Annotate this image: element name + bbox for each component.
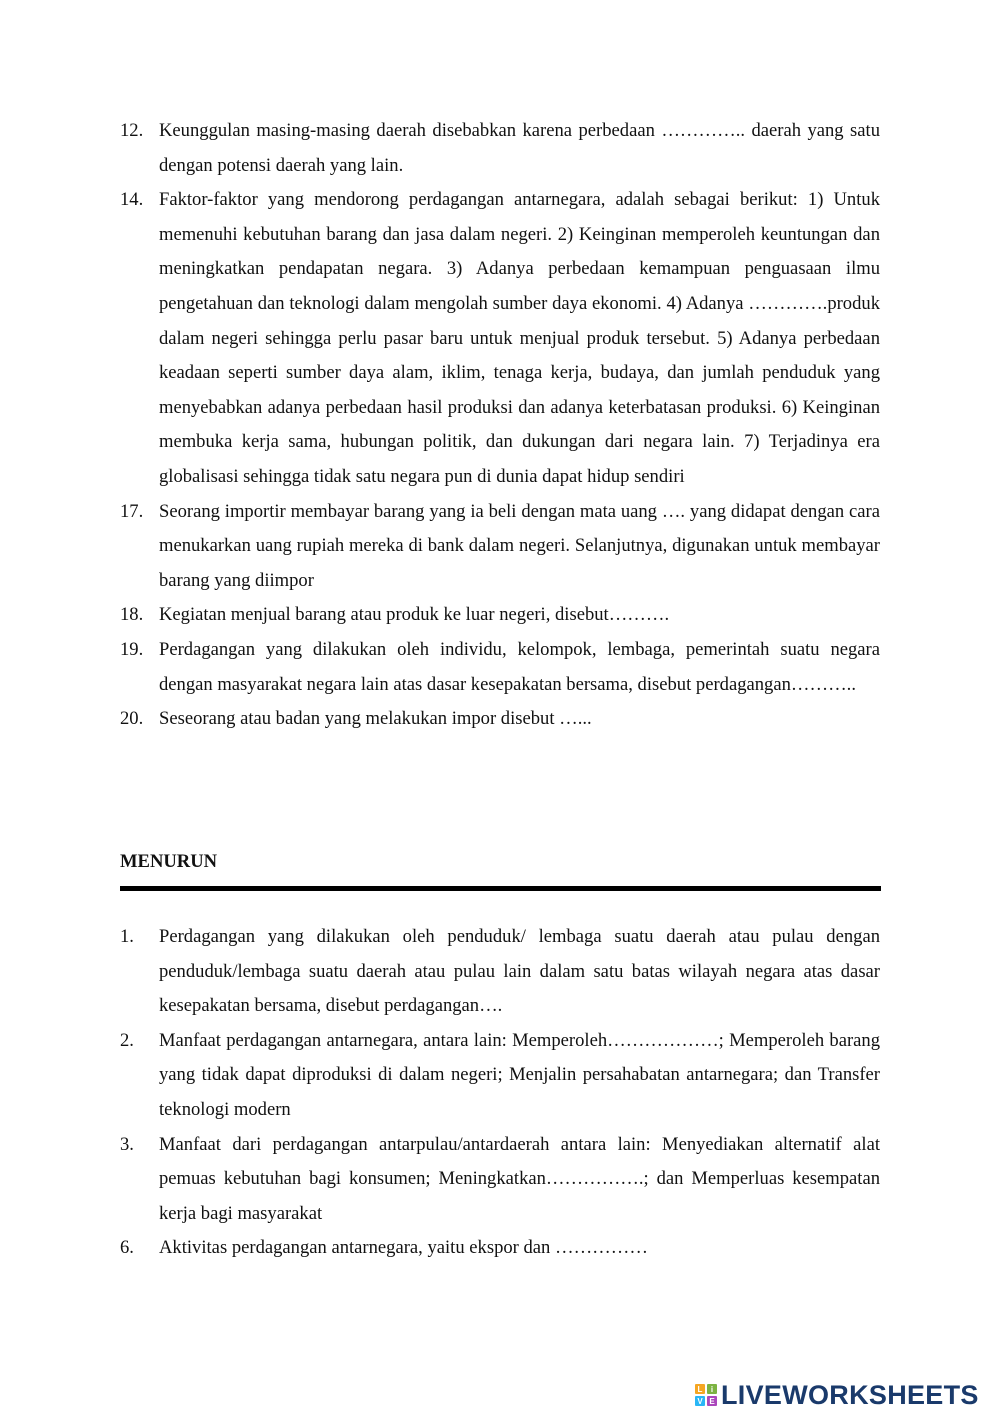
menurun-question-list: [120, 920, 880, 1266]
logo-letter: L: [695, 1384, 705, 1394]
question-item: [120, 1231, 880, 1266]
question-number: 17.: [120, 500, 144, 522]
logo-letter: E: [707, 1396, 717, 1406]
logo-letter: V: [695, 1396, 705, 1406]
question-item: [120, 920, 880, 1024]
logo-mark-icon: [695, 1384, 717, 1406]
question-number: 18.: [120, 604, 144, 626]
question-item: [120, 1024, 880, 1128]
question-text: Seorang importir membayar barang yang ia beli dengan mata uang …. yang didapat dengan cara menukarkan uang rupiah mereka di bank dalam negeri. Selanjutnya, digunakan untuk membayar barang yang diimpor: [159, 500, 880, 591]
liveworksheets-logo: [695, 1378, 979, 1412]
question-number: 14.: [120, 189, 144, 211]
question-item: [120, 633, 880, 702]
logo-text: LIVEWORKSHEETS: [721, 1379, 979, 1410]
menurun-heading: MENURUN: [120, 851, 218, 872]
question-item: [120, 598, 880, 633]
question-item: [120, 702, 880, 737]
question-number: 19.: [120, 638, 144, 660]
question-item: [120, 495, 880, 599]
question-item: [120, 114, 880, 183]
question-number: 20.: [120, 708, 144, 730]
question-number: 2.: [120, 1029, 134, 1051]
question-text: Kegiatan menjual barang atau produk ke luar negeri, disebut……….: [159, 604, 670, 626]
question-text: Perdagangan yang dilakukan oleh individu, kelompok, lembaga, pemerintah suatu negara dengan masyarakat negara lain atas dasar kesepakatan bersama, disebut perdagangan………..: [159, 638, 880, 695]
logo-letter: i: [707, 1384, 717, 1394]
question-item: [120, 1128, 880, 1232]
question-text: Seseorang atau badan yang melakukan impor disebut …...: [159, 708, 592, 730]
question-text: Faktor-faktor yang mendorong perdagangan antarnegara, adalah sebagai berikut: 1) Untuk memenuhi kebutuhan barang dan jasa dalam negeri. 2) Keinginan memperoleh keuntungan dan meningkatkan pendapatan negara. 3) Adanya perbedaan kemampuan penguasaan ilmu pengetahuan dan teknologi dalam mengolah sumber daya ekonomi. 4) Adanya ………….produk dalam negeri sehingga perlu pasar baru untuk menjual produk tersebut. 5) Adanya perbedaan keadaan seperti sumber daya alam, iklim, tenaga kerja, budaya, dan jumlah penduduk yang menyebabkan adanya perbedaan hasil produksi dan adanya keterbatasan produksi. 6) Keinginan membuka kerja sama, hubungan politik, dan dukungan dari negara lain. 7) Terjadinya era globalisasi sehingga tidak satu negara pun di dunia dapat hidup sendiri: [159, 189, 880, 487]
mendatar-question-list: [120, 114, 880, 737]
question-number: 1.: [120, 926, 134, 947]
section-divider: [120, 886, 881, 891]
question-text: Manfaat dari perdagangan antarpulau/antardaerah antara lain: Menyediakan alternatif alat pemuas kebutuhan bagi konsumen; Meningkatkan…………….; dan Memperluas kesempatan kerja bagi masyarakat: [159, 1133, 880, 1224]
question-number: 3.: [120, 1133, 134, 1155]
question-number: 6.: [120, 1237, 134, 1259]
question-text: Perdagangan yang dilakukan oleh penduduk/ lembaga suatu daerah atau pulau dengan penduduk/lembaga suatu daerah atau pulau lain dalam satu batas wilayah negara atas dasar kesepakatan bersama, disebut perdagangan….: [159, 926, 880, 1017]
question-number: 12.: [120, 120, 144, 141]
question-text: Manfaat perdagangan antarnegara, antara lain: Memperoleh………………; Memperoleh barang yang tidak dapat diproduksi di dalam negeri; Menjalin persahabatan antarnegara; dan Transfer teknologi modern: [159, 1029, 880, 1120]
question-item: [120, 183, 880, 494]
question-text: Keunggulan masing-masing daerah disebabkan karena perbedaan ………….. daerah yang satu dengan potensi daerah yang lain.: [159, 120, 880, 176]
question-text: Aktivitas perdagangan antarnegara, yaitu ekspor dan ……………: [159, 1237, 648, 1259]
